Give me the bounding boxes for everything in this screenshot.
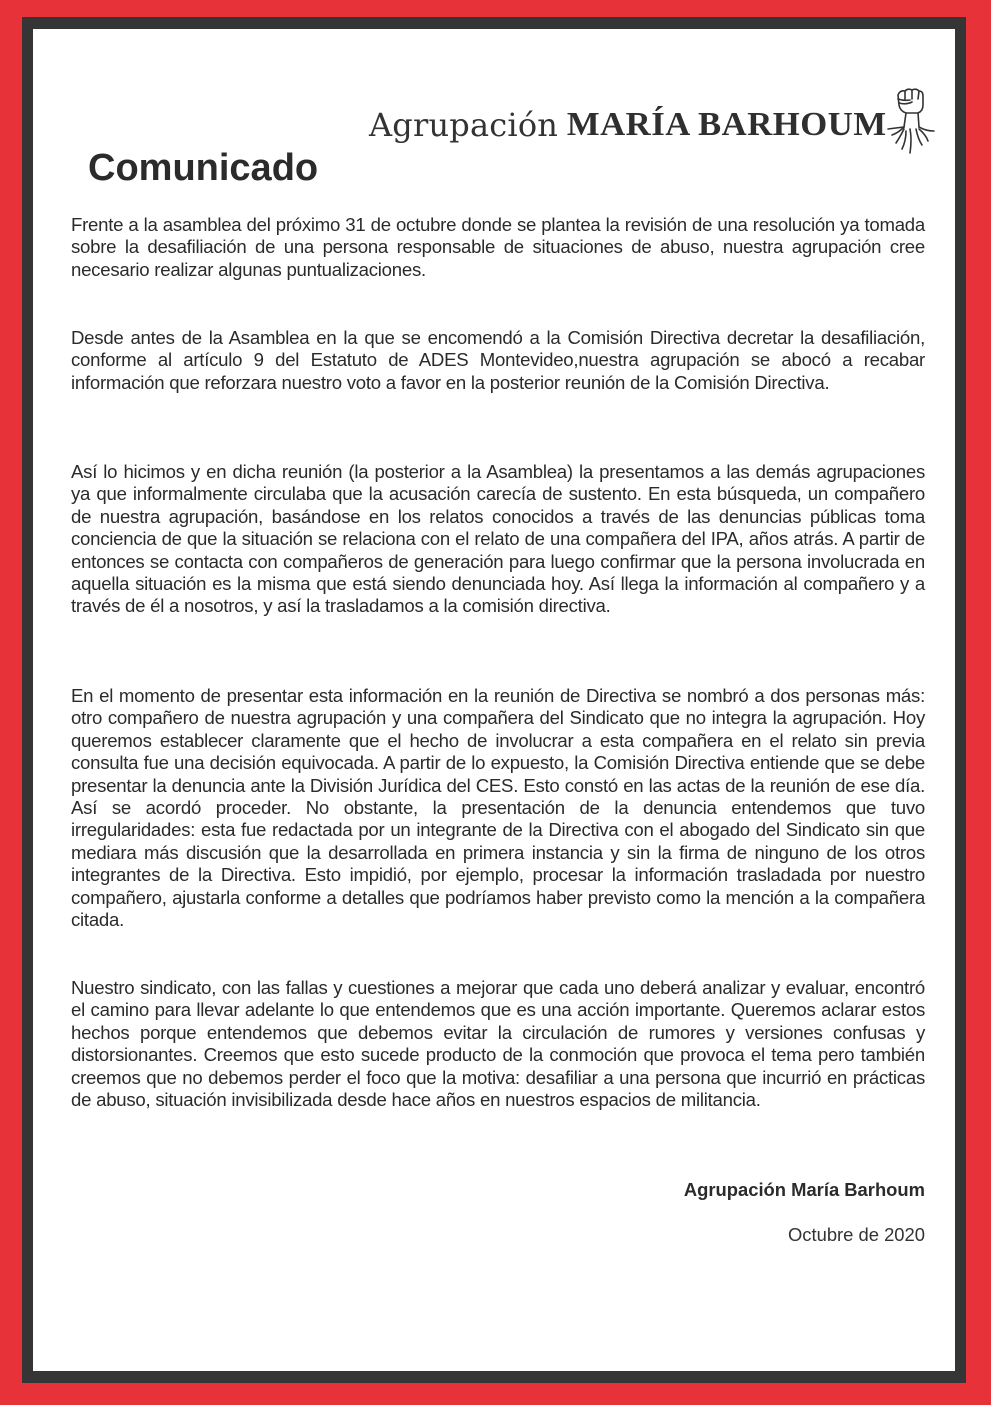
document-page: [33, 29, 955, 1371]
logo-name-text: MARÍA BARHOUM: [566, 106, 887, 143]
bottom-edge: [0, 1405, 991, 1409]
paragraph-3: Así lo hicimos y en dicha reunión (la posterior a la Asamblea) la presentamos a las demás agrupaciones ya que informalmente circulaba que la acusación carecía de sustento. En esta búsqueda, un compañero de nuestra agrupación, basándose en los relatos conocidos a través de las denuncias públicas toma conciencia de que la situación se relaciona con el relato de una compañera del IPA, años atrás. A partir de entonces se contacta con compañeros de generación para luego confirmar que la persona involucrada en aquella situación es la misma que está siendo denunciada hoy. Así llega la información al compañero y a través de él a nosotros, y así la trasladamos a la comisión directiva.: [71, 461, 925, 617]
raised-fist-icon: [886, 87, 936, 159]
paragraph-4: En el momento de presentar esta información en la reunión de Directiva se nombró a dos personas más: otro compañero de nuestra agrupación y una compañera del Sindicato que no integra la agrupación. Hoy queremos establecer claramente que el hecho de involucrar a esta compañera en el relato sin previa consulta fue una decisión equivocada. A partir de lo expuesto, la Comisión Directiva entiende que se debe presentar la denuncia ante la División Jurídica del CES. Esto constó en las actas de la reunión de ese día. Así se acordó proceder. No obstante, la presentación de la denuncia entendemos que tuvo irregularidades: esta fue redactada por un integrante de la Directiva con el abogado del Sindicato sin que mediara más discusión que la desarrollada en primera instancia y sin la firma de ninguno de los otros integrantes de la Directiva. Esto impidió, por ejemplo, procesar la información trasladada por nuestro compañero, ajustarla conforme a detalles que podríamos haber previsto como la mención a la compañera citada.: [71, 685, 925, 931]
signature: Agrupación María Barhoum: [683, 1179, 925, 1200]
paragraph-2: Desde antes de la Asamblea en la que se encomendó a la Comisión Directiva decretar la desafiliación, conforme al artículo 9 del Estatuto de ADES Montevideo,nuestra agrupación se abocó a recabar información que reforzara nuestro voto a favor en la posterior reunión de la Comisión Directiva.: [71, 327, 925, 393]
paragraph-5: Nuestro sindicato, con las fallas y cuestiones a mejorar que cada uno deberá analizar y evaluar, encontró el camino para llevar adelante lo que entendemos que es una acción importante. Queremos aclarar estos hechos porque entendemos que debemos evitar la circulación de rumores y versiones confusas y distorsionantes. Creemos que esto sucede producto de la conmoción que provoca el tema pero también creemos que no debemos perder el foco que la motiva: desafiliar a una persona que incurrió en prácticas de abuso, situación invisibilizada desde hace años en nuestros espacios de militancia.: [71, 977, 925, 1111]
document-title: Comunicado: [88, 147, 319, 189]
logo-prefix-text: Agrupación: [369, 106, 559, 144]
document-date: Octubre de 2020: [787, 1224, 925, 1245]
paragraph-1: Frente a la asamblea del próximo 31 de octubre donde se plantea la revisión de una resolución ya tomada sobre la desafiliación de una persona responsable de situaciones de abuso, nuestra agrupación cree necesario realizar algunas puntualizaciones.: [71, 214, 925, 280]
organization-logo: [369, 85, 929, 165]
